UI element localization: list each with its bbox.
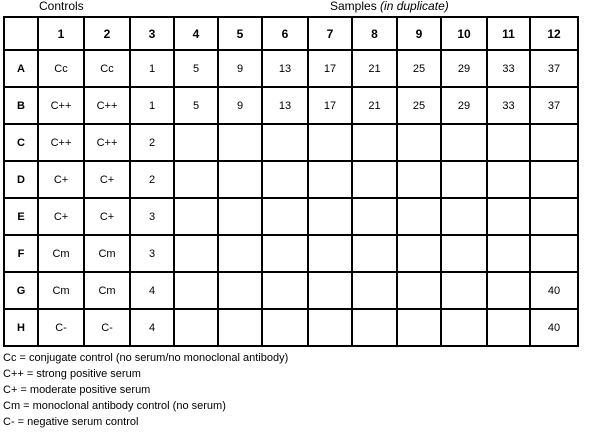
- well-cell: [397, 161, 441, 198]
- well-cell: Cm: [38, 235, 84, 272]
- well-cell: [397, 309, 441, 346]
- well-cell: Cm: [84, 272, 130, 309]
- column-header: 9: [397, 17, 441, 50]
- well-cell: [397, 198, 441, 235]
- well-cell: 40: [530, 272, 578, 309]
- plate-layout-table: [3, 16, 579, 347]
- well-cell: [218, 235, 262, 272]
- well-cell: 13: [262, 87, 308, 124]
- column-header-row: [4, 17, 578, 50]
- well-cell: [530, 198, 578, 235]
- well-cell: C++: [38, 124, 84, 161]
- well-cell: 4: [130, 309, 174, 346]
- well-cell: 29: [441, 50, 487, 87]
- well-cell: [397, 235, 441, 272]
- samples-heading: [330, 0, 449, 13]
- well-cell: [441, 161, 487, 198]
- column-header: 10: [441, 17, 487, 50]
- column-header: 12: [530, 17, 578, 50]
- legend-item: C+ = moderate positive serum: [3, 384, 151, 396]
- well-cell: [218, 309, 262, 346]
- well-cell: 9: [218, 50, 262, 87]
- well-cell: [308, 124, 352, 161]
- column-header: 3: [130, 17, 174, 50]
- well-cell: 17: [308, 87, 352, 124]
- well-cell: [262, 235, 308, 272]
- well-cell: [174, 309, 218, 346]
- well-cell: 21: [352, 87, 397, 124]
- well-cell: [262, 272, 308, 309]
- well-cell: [218, 198, 262, 235]
- well-cell: C+: [84, 161, 130, 198]
- well-cell: [352, 272, 397, 309]
- well-cell: [352, 198, 397, 235]
- well-cell: C++: [84, 87, 130, 124]
- well-cell: 5: [174, 50, 218, 87]
- plate-row: [4, 161, 578, 198]
- corner-cell: [4, 17, 38, 50]
- samples-label: Samples: [330, 0, 377, 13]
- well-cell: [441, 235, 487, 272]
- well-cell: [308, 198, 352, 235]
- row-label: H: [4, 309, 38, 346]
- plate-row: [4, 272, 578, 309]
- well-cell: [487, 235, 530, 272]
- well-cell: 25: [397, 50, 441, 87]
- column-header: 4: [174, 17, 218, 50]
- well-cell: 29: [441, 87, 487, 124]
- well-cell: C-: [84, 309, 130, 346]
- well-cell: [487, 124, 530, 161]
- well-cell: 2: [130, 124, 174, 161]
- well-cell: [441, 309, 487, 346]
- well-cell: C+: [84, 198, 130, 235]
- well-cell: [530, 161, 578, 198]
- well-cell: C+: [38, 161, 84, 198]
- plate-row: [4, 87, 578, 124]
- legend-item: Cm = monoclonal antibody control (no serum): [3, 400, 226, 412]
- plate-row: [4, 50, 578, 87]
- well-cell: [218, 161, 262, 198]
- well-cell: 3: [130, 198, 174, 235]
- well-cell: 21: [352, 50, 397, 87]
- row-label: C: [4, 124, 38, 161]
- plate-row: [4, 198, 578, 235]
- well-cell: 37: [530, 87, 578, 124]
- well-cell: 1: [130, 50, 174, 87]
- well-cell: C++: [84, 124, 130, 161]
- well-cell: [174, 235, 218, 272]
- legend-item: Cc = conjugate control (no serum/no monoclonal antibody): [3, 352, 289, 364]
- well-cell: [397, 272, 441, 309]
- well-cell: [352, 124, 397, 161]
- well-cell: [308, 272, 352, 309]
- column-header: 5: [218, 17, 262, 50]
- column-header: 8: [352, 17, 397, 50]
- row-label: D: [4, 161, 38, 198]
- controls-heading: Controls: [39, 0, 84, 13]
- well-cell: Cc: [84, 50, 130, 87]
- well-cell: [352, 161, 397, 198]
- well-cell: [441, 272, 487, 309]
- legend: [3, 350, 288, 430]
- well-cell: [262, 198, 308, 235]
- row-label: E: [4, 198, 38, 235]
- well-cell: 17: [308, 50, 352, 87]
- column-header: 11: [487, 17, 530, 50]
- well-cell: 40: [530, 309, 578, 346]
- column-header: 2: [84, 17, 130, 50]
- well-cell: [308, 161, 352, 198]
- row-label: F: [4, 235, 38, 272]
- well-cell: [441, 198, 487, 235]
- well-cell: [530, 124, 578, 161]
- plate-row: [4, 235, 578, 272]
- well-cell: C++: [38, 87, 84, 124]
- well-cell: C+: [38, 198, 84, 235]
- well-cell: [441, 124, 487, 161]
- well-cell: [308, 235, 352, 272]
- well-cell: 9: [218, 87, 262, 124]
- plate-row: [4, 124, 578, 161]
- column-header: 7: [308, 17, 352, 50]
- well-cell: 2: [130, 161, 174, 198]
- well-cell: Cm: [84, 235, 130, 272]
- well-cell: C-: [38, 309, 84, 346]
- well-cell: [262, 161, 308, 198]
- well-cell: [487, 161, 530, 198]
- samples-note: (in duplicate): [380, 0, 449, 13]
- column-header: 1: [38, 17, 84, 50]
- well-cell: 13: [262, 50, 308, 87]
- well-cell: 5: [174, 87, 218, 124]
- row-label: G: [4, 272, 38, 309]
- well-cell: [262, 124, 308, 161]
- row-label: A: [4, 50, 38, 87]
- well-cell: [308, 309, 352, 346]
- well-cell: 1: [130, 87, 174, 124]
- plate-body: [4, 50, 578, 346]
- well-cell: [530, 235, 578, 272]
- well-cell: 4: [130, 272, 174, 309]
- well-cell: 3: [130, 235, 174, 272]
- well-cell: Cm: [38, 272, 84, 309]
- legend-item: C++ = strong positive serum: [3, 368, 141, 380]
- well-cell: [174, 161, 218, 198]
- well-cell: [352, 309, 397, 346]
- column-header: 6: [262, 17, 308, 50]
- well-cell: [487, 198, 530, 235]
- row-label: B: [4, 87, 38, 124]
- plate-row: [4, 309, 578, 346]
- well-cell: [352, 235, 397, 272]
- well-cell: [174, 124, 218, 161]
- well-cell: 33: [487, 87, 530, 124]
- well-cell: [218, 272, 262, 309]
- well-cell: 37: [530, 50, 578, 87]
- well-cell: [397, 124, 441, 161]
- well-cell: [487, 272, 530, 309]
- well-cell: [218, 124, 262, 161]
- well-cell: 25: [397, 87, 441, 124]
- well-cell: [174, 272, 218, 309]
- well-cell: [262, 309, 308, 346]
- well-cell: 33: [487, 50, 530, 87]
- well-cell: Cc: [38, 50, 84, 87]
- well-cell: [487, 309, 530, 346]
- well-cell: [174, 198, 218, 235]
- legend-item: C- = negative serum control: [3, 416, 139, 428]
